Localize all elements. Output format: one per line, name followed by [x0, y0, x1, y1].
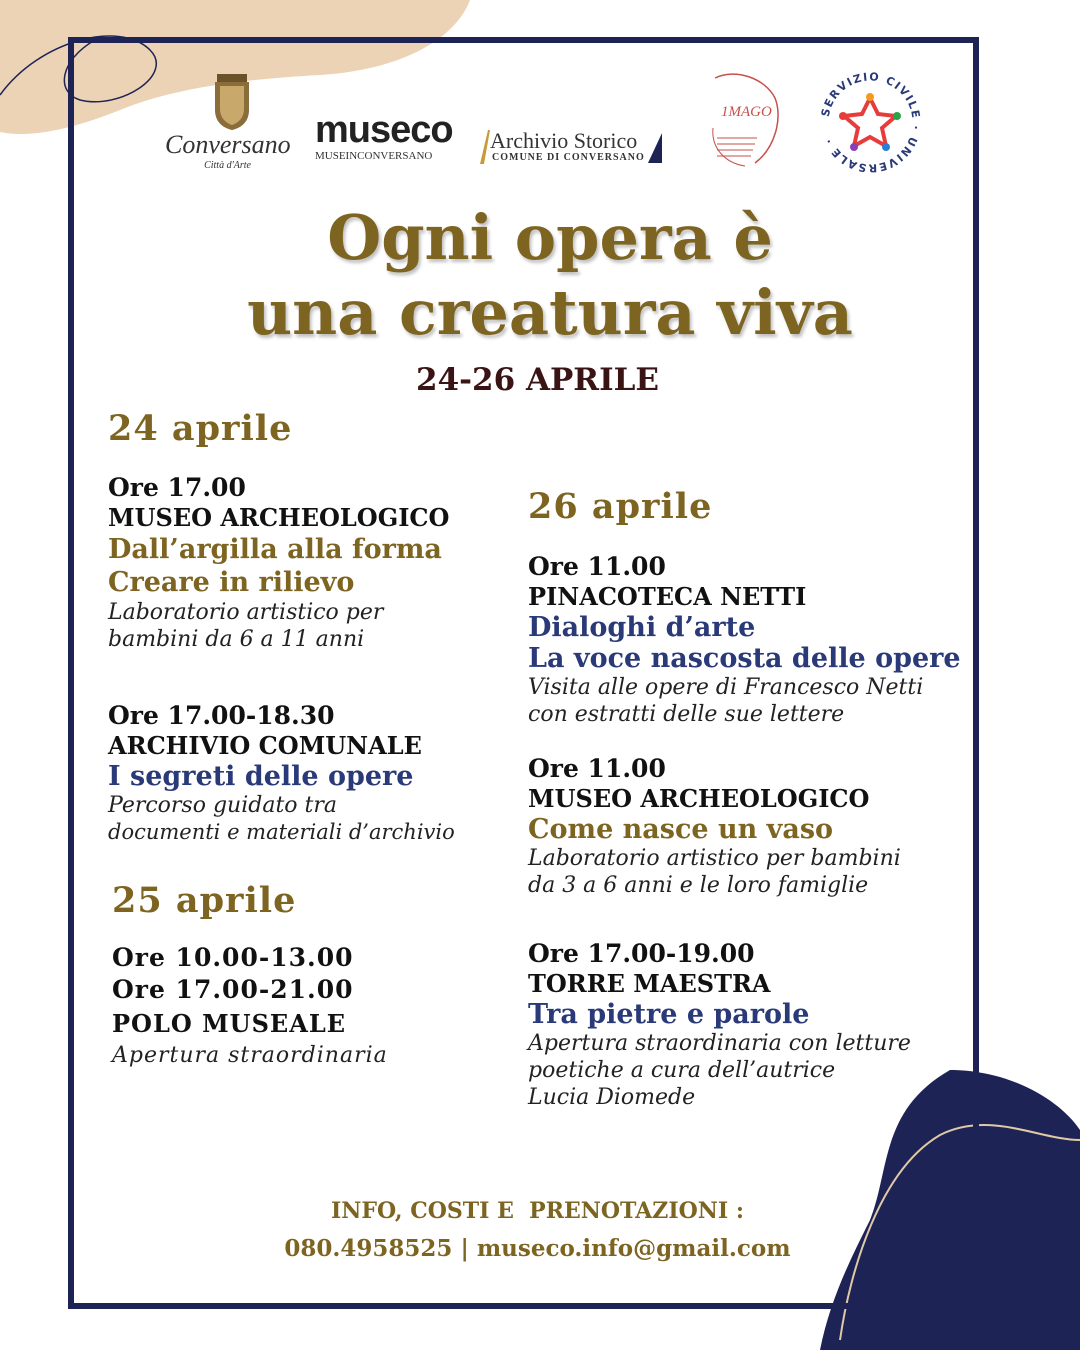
event-title: Tra pietre e parole	[528, 999, 810, 1030]
conversano-logo-subtitle: Città d'Arte	[204, 160, 251, 171]
museco-logo-subtitle: MUSEINCONVERSANO	[315, 150, 433, 162]
event-time: Ore 10.00-13.00	[112, 943, 354, 972]
event-description: documenti e materiali d’archivio	[108, 820, 455, 844]
event-time: Ore 17.00-19.00	[528, 939, 755, 968]
archivio-logo-subtitle: COMUNE DI CONVERSANO	[492, 152, 645, 163]
event-time: Ore 17.00	[108, 473, 246, 502]
event-title: Dialoghi d’arte	[528, 612, 756, 643]
event-description: Lucia Diomede	[528, 1085, 696, 1110]
event-26-1	[528, 551, 961, 728]
info-contact[interactable]: 080.4958525 | museco.info@gmail.com	[284, 1235, 791, 1262]
event-title: I segreti delle opere	[108, 761, 414, 792]
logo-servizio-civile	[818, 70, 923, 175]
event-24-2	[108, 700, 528, 846]
logo-archivio-storico	[478, 128, 663, 168]
coat-of-arms-icon	[207, 72, 257, 132]
conversano-logo-text: Conversano	[165, 130, 291, 159]
archivio-flag-icon	[648, 133, 662, 163]
event-location: POLO MUSEALE	[112, 1009, 346, 1038]
event-title: Dall’argilla alla forma	[108, 534, 442, 565]
svg-text:SERVIZIO CIVILE · UNIVERSALE ·: SERVIZIO CIVILE · UNIVERSALE ·	[818, 70, 923, 175]
event-location: MUSEO ARCHEOLOGICO	[528, 784, 870, 813]
event-location: ARCHIVIO COMUNALE	[108, 731, 422, 760]
event-description: da 3 a 6 anni e le loro famiglie	[528, 873, 869, 898]
day-heading-26: 26 aprile	[528, 486, 713, 527]
event-24-1	[108, 472, 548, 653]
event-time: Ore 17.00-18.30	[108, 701, 335, 730]
day-heading-25: 25 aprile	[112, 880, 297, 921]
event-location: PINACOTECA NETTI	[528, 582, 807, 611]
title-line-1: Ogni opera è	[327, 201, 773, 274]
info-heading: INFO, COSTI E PRENOTAZIONI :	[331, 1198, 744, 1224]
event-location: TORRE MAESTRA	[528, 969, 771, 998]
logo-museco	[315, 110, 460, 165]
event-subtitle: La voce nascosta delle opere	[528, 643, 961, 674]
museco-logo-text: museco	[315, 109, 453, 151]
logo-conversano	[165, 70, 290, 175]
event-description: bambini da 6 a 11 anni	[108, 627, 365, 652]
event-time: Ore 17.00-21.00	[112, 975, 354, 1004]
archivio-mark-icon	[478, 130, 490, 164]
event-subtitle: Creare in rilievo	[108, 567, 355, 598]
event-description: con estratti delle sue lettere	[528, 702, 845, 727]
imago-logo-text: 1MAGO	[721, 104, 772, 120]
title-line-2: una creatura viva	[247, 276, 853, 349]
event-description: Laboratorio artistico per bambini	[528, 846, 901, 871]
event-26-3	[528, 938, 958, 1111]
event-location: MUSEO ARCHEOLOGICO	[108, 503, 450, 532]
event-description: Percorso guidato tra	[108, 793, 338, 818]
event-title: Come nasce un vaso	[528, 814, 834, 845]
logo-imago	[705, 68, 785, 168]
event-description: Laboratorio artistico per	[108, 600, 384, 625]
date-range: 24-26 APRILE	[416, 362, 659, 398]
event-description: poetiche a cura dell’autrice	[528, 1058, 836, 1083]
day-heading-24: 24 aprile	[108, 408, 293, 449]
event-description: Apertura straordinaria con letture	[528, 1031, 911, 1056]
event-25-1	[112, 942, 552, 1069]
event-26-2	[528, 753, 958, 899]
event-description: Apertura straordinaria	[112, 1043, 388, 1068]
event-time: Ore 11.00	[528, 754, 666, 783]
event-description: Visita alle opere di Francesco Netti	[528, 675, 924, 700]
event-time: Ore 11.00	[528, 552, 666, 581]
servizio-civile-icon	[818, 70, 923, 175]
archivio-logo-text: Archivio Storico	[490, 128, 638, 153]
